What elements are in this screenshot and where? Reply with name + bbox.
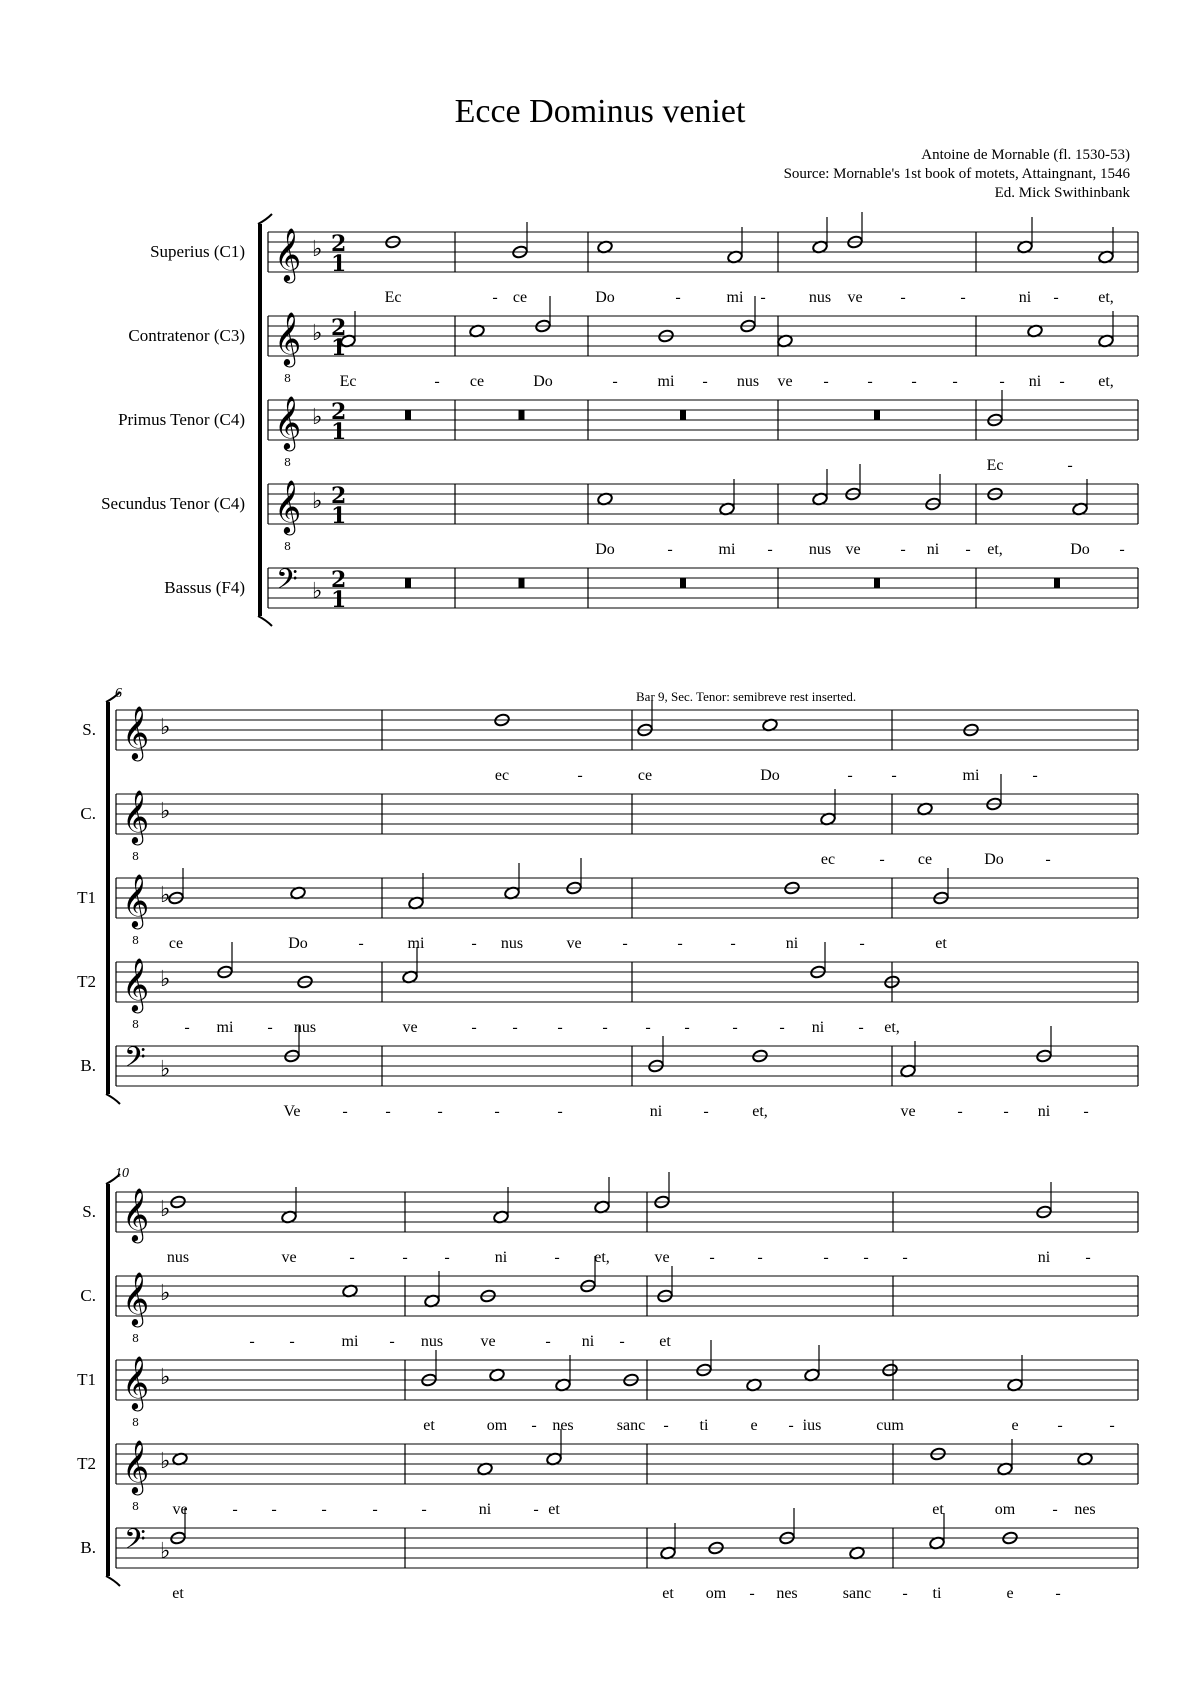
lyric-syllable: ni bbox=[1037, 1249, 1051, 1266]
lyric-syllable: mi bbox=[407, 935, 425, 952]
lyric-syllable: - bbox=[531, 1417, 537, 1434]
flat-key-signature: ♭ bbox=[160, 883, 171, 908]
time-signature-top: 2 bbox=[331, 399, 347, 425]
lyric-syllable: - bbox=[471, 1019, 477, 1036]
lyric-syllable: - bbox=[957, 1103, 963, 1120]
lyric-syllable: ce bbox=[637, 767, 653, 784]
lyric-syllable: nus bbox=[166, 1249, 190, 1266]
octave-mark: 8 bbox=[132, 850, 139, 863]
score-systems bbox=[77, 212, 1138, 1602]
lyric-syllable: - bbox=[349, 1249, 355, 1266]
bar-number-10: 10 bbox=[115, 1166, 129, 1181]
staff-s bbox=[82, 705, 1138, 784]
treble-clef: 𝄞 bbox=[274, 311, 302, 365]
time-signature-top: 2 bbox=[331, 483, 347, 509]
lyric-syllable: - bbox=[1057, 1417, 1063, 1434]
lyric-syllable: sanc bbox=[842, 1585, 872, 1602]
lyric-syllable: ni bbox=[494, 1249, 508, 1266]
lyric-syllable: - bbox=[965, 541, 971, 558]
breve-rest bbox=[680, 410, 686, 420]
instrument-label: S. bbox=[82, 720, 96, 739]
lyric-syllable: ve bbox=[172, 1501, 188, 1518]
lyric-syllable: om bbox=[486, 1417, 508, 1434]
lyric-syllable: ec bbox=[820, 851, 836, 868]
lyric-syllable: - bbox=[858, 1019, 864, 1036]
treble-clef: 𝄞 bbox=[122, 873, 150, 927]
octave-mark: 8 bbox=[132, 1018, 139, 1031]
staff-t1 bbox=[118, 395, 1138, 474]
lyric-syllable: - bbox=[730, 935, 736, 952]
system-bracket bbox=[106, 1184, 110, 1576]
treble-clef: 𝄞 bbox=[122, 705, 150, 759]
lyric-syllable: ve bbox=[480, 1333, 496, 1350]
lyric-syllable: - bbox=[1053, 289, 1059, 306]
lyric-syllable: - bbox=[1032, 767, 1038, 784]
lyric-syllable: - bbox=[1109, 1417, 1115, 1434]
lyric-syllable: et bbox=[935, 935, 947, 952]
breve-rest bbox=[1054, 578, 1060, 588]
flat-key-signature: ♭ bbox=[312, 321, 323, 346]
flat-key-signature: ♭ bbox=[160, 715, 171, 740]
lyric-syllable: - bbox=[389, 1333, 395, 1350]
lyric-syllable: et, bbox=[1098, 373, 1114, 390]
lyric-syllable: - bbox=[1083, 1103, 1089, 1120]
time-signature-bottom: 1 bbox=[331, 503, 347, 529]
lyric-syllable: om bbox=[994, 1501, 1016, 1518]
bracket-bottom bbox=[106, 1094, 120, 1104]
lyric-syllable: - bbox=[358, 935, 364, 952]
instrument-label: Bassus (F4) bbox=[164, 578, 245, 597]
time-signature-top: 2 bbox=[331, 315, 347, 341]
octave-mark: 8 bbox=[132, 1332, 139, 1345]
lyric-syllable: et, bbox=[752, 1103, 768, 1120]
lyric-syllable: ve bbox=[847, 289, 863, 306]
lyric-syllable: - bbox=[612, 373, 618, 390]
lyric-syllable: - bbox=[402, 1249, 408, 1266]
lyric-syllable: - bbox=[545, 1333, 551, 1350]
instrument-label: Superius (C1) bbox=[150, 242, 245, 261]
lyric-syllable: et, bbox=[987, 541, 1003, 558]
lyric-syllable: - bbox=[557, 1103, 563, 1120]
lyric-syllable: - bbox=[1085, 1249, 1091, 1266]
staff-s bbox=[82, 1187, 1138, 1266]
lyric-syllable: mi bbox=[718, 541, 736, 558]
lyric-syllable: ni bbox=[811, 1019, 825, 1036]
lyric-syllable: - bbox=[444, 1249, 450, 1266]
lyric-syllable: - bbox=[823, 1249, 829, 1266]
treble-clef: 𝄞 bbox=[122, 957, 150, 1011]
staff-s bbox=[150, 227, 1138, 306]
lyric-syllable: ve bbox=[402, 1019, 418, 1036]
lyric-syllable: - bbox=[1119, 541, 1125, 558]
octave-mark: 8 bbox=[284, 456, 291, 469]
lyric-syllable: - bbox=[249, 1333, 255, 1350]
breve-rest bbox=[519, 410, 525, 420]
lyric-syllable: - bbox=[271, 1501, 277, 1518]
flat-key-signature: ♭ bbox=[312, 489, 323, 514]
lyric-syllable: e bbox=[1006, 1585, 1014, 1602]
composer-credit: Antoine de Mornable (fl. 1530-53) bbox=[921, 147, 1130, 163]
treble-clef: 𝄞 bbox=[122, 1439, 150, 1493]
octave-mark: 8 bbox=[132, 1500, 139, 1513]
lyric-syllable: ec bbox=[494, 767, 510, 784]
lyric-syllable: ius bbox=[802, 1417, 822, 1434]
lyric-syllable: - bbox=[492, 289, 498, 306]
lyric-syllable: ti bbox=[699, 1417, 709, 1434]
staff-t1 bbox=[77, 873, 1138, 952]
lyric-syllable: ve bbox=[654, 1249, 670, 1266]
time-signature-top: 2 bbox=[331, 567, 347, 593]
lyric-syllable: mi bbox=[657, 373, 675, 390]
instrument-label: S. bbox=[82, 1202, 96, 1221]
instrument-label: T2 bbox=[77, 972, 96, 991]
lyric-syllable: - bbox=[385, 1103, 391, 1120]
lyric-syllable: nus bbox=[736, 373, 760, 390]
lyric-syllable: Ec bbox=[339, 373, 357, 390]
lyric-syllable: cum bbox=[876, 1417, 904, 1434]
lyric-syllable: ni bbox=[649, 1103, 663, 1120]
octave-mark: 8 bbox=[132, 934, 139, 947]
lyric-syllable: - bbox=[900, 541, 906, 558]
lyric-syllable: ni bbox=[785, 935, 799, 952]
flat-key-signature: ♭ bbox=[160, 1365, 171, 1390]
lyric-syllable: - bbox=[760, 289, 766, 306]
lyric-syllable: Do bbox=[595, 289, 615, 306]
lyric-syllable: Do bbox=[288, 935, 308, 952]
treble-clef: 𝄞 bbox=[122, 789, 150, 843]
system-bracket bbox=[106, 702, 110, 1094]
lyric-syllable: - bbox=[602, 1019, 608, 1036]
treble-clef: 𝄞 bbox=[122, 1187, 150, 1241]
flat-key-signature: ♭ bbox=[160, 1281, 171, 1306]
lyric-syllable: Do bbox=[1070, 541, 1090, 558]
lyric-syllable: - bbox=[1059, 373, 1065, 390]
lyric-syllable: ni bbox=[478, 1501, 492, 1518]
lyric-syllable: - bbox=[757, 1249, 763, 1266]
lyric-syllable: nus bbox=[293, 1019, 317, 1036]
flat-key-signature: ♭ bbox=[160, 799, 171, 824]
score-header bbox=[455, 93, 1131, 201]
lyric-syllable: - bbox=[823, 373, 829, 390]
lyric-syllable: ce bbox=[512, 289, 528, 306]
lyric-syllable: - bbox=[952, 373, 958, 390]
lyric-syllable: Do bbox=[533, 373, 553, 390]
lyric-syllable: - bbox=[533, 1501, 539, 1518]
bass-clef: 𝄢 bbox=[124, 1523, 146, 1563]
lyric-syllable: mi bbox=[341, 1333, 359, 1350]
breve-rest bbox=[874, 578, 880, 588]
lyric-syllable: - bbox=[554, 1249, 560, 1266]
bracket-bottom bbox=[258, 616, 272, 626]
flat-key-signature: ♭ bbox=[160, 1057, 171, 1082]
lyric-syllable: - bbox=[788, 1417, 794, 1434]
staff-b bbox=[164, 563, 1138, 613]
staff-b bbox=[80, 1041, 1138, 1120]
lyric-syllable: - bbox=[732, 1019, 738, 1036]
lyric-syllable: ve bbox=[845, 541, 861, 558]
lyric-syllable: - bbox=[494, 1103, 500, 1120]
lyric-syllable: - bbox=[891, 767, 897, 784]
lyric-syllable: mi bbox=[962, 767, 980, 784]
instrument-label: Secundus Tenor (C4) bbox=[101, 494, 245, 513]
lyric-syllable: et, bbox=[884, 1019, 900, 1036]
flat-key-signature: ♭ bbox=[160, 1449, 171, 1474]
lyric-syllable: - bbox=[767, 541, 773, 558]
lyric-syllable: Do bbox=[984, 851, 1004, 868]
flat-key-signature: ♭ bbox=[160, 1539, 171, 1564]
lyric-syllable: - bbox=[779, 1019, 785, 1036]
editor-credit: Ed. Mick Swithinbank bbox=[994, 185, 1130, 201]
lyric-syllable: - bbox=[703, 1103, 709, 1120]
source-credit: Source: Mornable's 1st book of motets, Attaingnant, 1546 bbox=[783, 166, 1130, 182]
lyric-syllable: - bbox=[622, 935, 628, 952]
breve-rest bbox=[874, 410, 880, 420]
lyric-syllable: e bbox=[1011, 1417, 1019, 1434]
lyric-syllable: - bbox=[267, 1019, 273, 1036]
instrument-label: T2 bbox=[77, 1454, 96, 1473]
treble-clef: 𝄞 bbox=[274, 479, 302, 533]
flat-key-signature: ♭ bbox=[312, 579, 323, 604]
lyric-syllable: nes bbox=[776, 1585, 798, 1602]
staff-t2 bbox=[101, 479, 1138, 558]
lyric-syllable: - bbox=[863, 1249, 869, 1266]
lyric-syllable: Ec bbox=[384, 289, 402, 306]
lyric-syllable: nus bbox=[500, 935, 524, 952]
lyric-syllable: - bbox=[859, 935, 865, 952]
instrument-label: B. bbox=[80, 1056, 96, 1075]
lyric-syllable: nus bbox=[420, 1333, 444, 1350]
staff-t1 bbox=[77, 1355, 1138, 1434]
lyric-syllable: Do bbox=[760, 767, 780, 784]
flat-key-signature: ♭ bbox=[160, 967, 171, 992]
octave-mark: 8 bbox=[284, 372, 291, 385]
lyric-syllable: - bbox=[372, 1501, 378, 1518]
lyric-syllable: mi bbox=[726, 289, 744, 306]
lyric-syllable: et, bbox=[1098, 289, 1114, 306]
lyric-syllable: - bbox=[847, 767, 853, 784]
lyric-syllable: - bbox=[512, 1019, 518, 1036]
lyric-syllable: - bbox=[667, 541, 673, 558]
lyric-syllable: ti bbox=[932, 1585, 942, 1602]
lyric-syllable: - bbox=[879, 851, 885, 868]
lyric-syllable: - bbox=[1045, 851, 1051, 868]
lyric-syllable: Ec bbox=[986, 457, 1004, 474]
editorial-note: Bar 9, Sec. Tenor: semibreve rest inserted. bbox=[636, 689, 857, 704]
staff-t2 bbox=[77, 1439, 1138, 1518]
lyric-syllable: - bbox=[960, 289, 966, 306]
lyric-syllable: - bbox=[321, 1501, 327, 1518]
system-bracket bbox=[258, 224, 262, 616]
octave-mark: 8 bbox=[132, 1416, 139, 1429]
treble-clef: 𝄞 bbox=[274, 227, 302, 281]
flat-key-signature: ♭ bbox=[312, 237, 323, 262]
lyric-syllable: ni bbox=[1028, 373, 1042, 390]
lyric-syllable: - bbox=[684, 1019, 690, 1036]
lyric-syllable: ce bbox=[917, 851, 933, 868]
lyric-syllable: - bbox=[471, 935, 477, 952]
bass-clef: 𝄢 bbox=[276, 563, 298, 603]
lyric-syllable: Do bbox=[595, 541, 615, 558]
lyric-syllable: Ve bbox=[283, 1103, 301, 1120]
bracket-top bbox=[258, 214, 272, 224]
lyric-syllable: - bbox=[867, 373, 873, 390]
lyric-syllable: nes bbox=[552, 1417, 574, 1434]
lyric-syllable: - bbox=[184, 1019, 190, 1036]
instrument-label: T1 bbox=[77, 888, 96, 907]
score-title: Ecce Dominus veniet bbox=[454, 93, 746, 130]
bracket-bottom bbox=[106, 1576, 120, 1586]
instrument-label: T1 bbox=[77, 1370, 96, 1389]
time-signature-bottom: 1 bbox=[331, 251, 347, 277]
staff-c bbox=[80, 1271, 1138, 1350]
time-signature-top: 2 bbox=[331, 231, 347, 257]
lyric-syllable: et bbox=[662, 1585, 674, 1602]
lyric-syllable: - bbox=[675, 289, 681, 306]
treble-clef: 𝄞 bbox=[274, 395, 302, 449]
lyric-syllable: nes bbox=[1074, 1501, 1096, 1518]
lyric-syllable: - bbox=[289, 1333, 295, 1350]
lyric-syllable: ni bbox=[1037, 1103, 1051, 1120]
lyric-syllable: ni bbox=[581, 1333, 595, 1350]
lyric-syllable: - bbox=[421, 1501, 427, 1518]
breve-rest bbox=[405, 410, 411, 420]
lyric-syllable: - bbox=[232, 1501, 238, 1518]
lyric-syllable: nus bbox=[808, 541, 832, 558]
lyric-syllable: - bbox=[663, 1417, 669, 1434]
instrument-label: C. bbox=[80, 1286, 96, 1305]
lyric-syllable: - bbox=[619, 1333, 625, 1350]
breve-rest bbox=[680, 578, 686, 588]
instrument-label: Primus Tenor (C4) bbox=[118, 410, 245, 429]
lyric-syllable: ce bbox=[168, 935, 184, 952]
staff-c bbox=[80, 789, 1138, 868]
lyric-syllable: - bbox=[557, 1019, 563, 1036]
lyric-syllable: - bbox=[645, 1019, 651, 1036]
staff-b bbox=[80, 1523, 1138, 1602]
lyric-syllable: et bbox=[172, 1585, 184, 1602]
lyric-syllable: et bbox=[932, 1501, 944, 1518]
lyric-syllable: sanc bbox=[616, 1417, 646, 1434]
breve-rest bbox=[405, 578, 411, 588]
staff-c bbox=[128, 311, 1138, 390]
lyric-syllable: - bbox=[342, 1103, 348, 1120]
staff-t2 bbox=[77, 957, 1138, 1036]
lyric-syllable: - bbox=[702, 373, 708, 390]
lyric-syllable: ce bbox=[469, 373, 485, 390]
lyric-syllable: - bbox=[911, 373, 917, 390]
time-signature-bottom: 1 bbox=[331, 335, 347, 361]
flat-key-signature: ♭ bbox=[312, 405, 323, 430]
lyric-syllable: - bbox=[437, 1103, 443, 1120]
lyric-syllable: - bbox=[577, 767, 583, 784]
lyric-syllable: ni bbox=[1018, 289, 1032, 306]
time-signature-bottom: 1 bbox=[331, 587, 347, 613]
lyric-syllable: - bbox=[900, 289, 906, 306]
lyric-syllable: - bbox=[1052, 1501, 1058, 1518]
lyric-syllable: ve bbox=[900, 1103, 916, 1120]
lyric-syllable: ve bbox=[281, 1249, 297, 1266]
lyric-syllable: om bbox=[705, 1585, 727, 1602]
lyric-syllable: - bbox=[434, 373, 440, 390]
lyric-syllable: - bbox=[902, 1585, 908, 1602]
lyric-syllable: et, bbox=[594, 1249, 610, 1266]
lyric-syllable: ve bbox=[777, 373, 793, 390]
lyric-syllable: - bbox=[902, 1249, 908, 1266]
flat-key-signature: ♭ bbox=[160, 1197, 171, 1222]
bar-number-6: 6 bbox=[115, 686, 122, 701]
lyric-syllable: ni bbox=[926, 541, 940, 558]
time-signature-bottom: 1 bbox=[331, 419, 347, 445]
lyric-syllable: et bbox=[659, 1333, 671, 1350]
octave-mark: 8 bbox=[284, 540, 291, 553]
lyric-syllable: - bbox=[1055, 1585, 1061, 1602]
lyric-syllable: e bbox=[750, 1417, 758, 1434]
lyric-syllable: et bbox=[548, 1501, 560, 1518]
treble-clef: 𝄞 bbox=[122, 1271, 150, 1325]
lyric-syllable: - bbox=[1067, 457, 1073, 474]
lyric-syllable: - bbox=[1003, 1103, 1009, 1120]
bass-clef: 𝄢 bbox=[124, 1041, 146, 1081]
instrument-label: B. bbox=[80, 1538, 96, 1557]
lyric-syllable: nus bbox=[808, 289, 832, 306]
instrument-label: C. bbox=[80, 804, 96, 823]
lyric-syllable: ve bbox=[566, 935, 582, 952]
lyric-syllable: et bbox=[423, 1417, 435, 1434]
lyric-syllable: mi bbox=[216, 1019, 234, 1036]
instrument-label: Contratenor (C3) bbox=[128, 326, 245, 345]
lyric-syllable: - bbox=[749, 1585, 755, 1602]
breve-rest bbox=[519, 578, 525, 588]
treble-clef: 𝄞 bbox=[122, 1355, 150, 1409]
lyric-syllable: - bbox=[709, 1249, 715, 1266]
lyric-syllable: - bbox=[677, 935, 683, 952]
lyric-syllable: - bbox=[999, 373, 1005, 390]
